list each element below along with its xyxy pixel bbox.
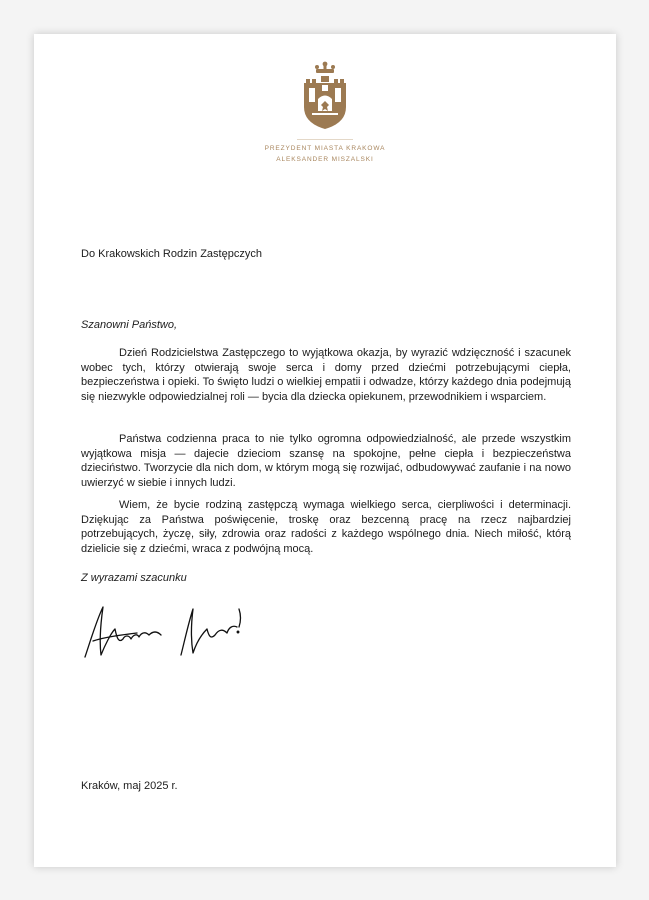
krakow-coat-of-arms-icon: [300, 61, 350, 131]
letter-paragraph: Wiem, że bycie rodziną zastępczą wymaga wielkiego serca, cierpliwości i determinacji. Dziękując za Państwa poświęcenie, troskę oraz bezcenną pracę na rzecz najbardziej potrzebujących, życzę, siły, zdrowia oraz radości z każdego wspólnego dnia. Niech miłość, którą dzielicie się z dziećmi, wraca z podwójną mocą.: [81, 499, 571, 555]
signature: [81, 599, 251, 664]
letter-addressee: Do Krakowskich Rodzin Zastępczych: [81, 248, 262, 260]
letter-place-date: Kraków, maj 2025 r.: [81, 780, 178, 792]
letter-paragraph: Państwa codzienna praca to nie tylko ogromna odpowiedzialność, ale przede wszystkim wyjątkowa misja — dajecie dzieciom szansę na spokojne, pełne ciepła i bezpieczeństwa dzieciństwo. Tworzycie dla nich dom, w którym mogą się rozwijać, odbudowywać zaufanie i na nowo uwierzyć w siebie i innych ludzi.: [81, 433, 571, 489]
header-title-line2: ALEKSANDER MISZALSKI: [276, 156, 374, 163]
header-title-line1: PREZYDENT MIASTA KRAKOWA: [264, 145, 386, 152]
header-divider: [297, 139, 353, 140]
letter-closing: Z wyrazami szacunku: [81, 572, 187, 584]
letter-paragraph: Dzień Rodzicielstwa Zastępczego to wyjątkowa okazja, by wyrazić wdzięczność i szacunek wobec tych, którzy otwierają swoje serca i domy przed dziećmi potrzebującymi ciepła, bezpieczeństwa i opieki. To święto ludzi o wielkiej empatii i odwadze, którzy każdego dnia podejmują się niezwykle odpowiedzialnej roli — bycia dla dziecka opiekunem, przewodnikiem i wsparciem.: [81, 347, 571, 403]
letter-page: [34, 34, 616, 867]
letter-greeting: Szanowni Państwo,: [81, 319, 177, 331]
